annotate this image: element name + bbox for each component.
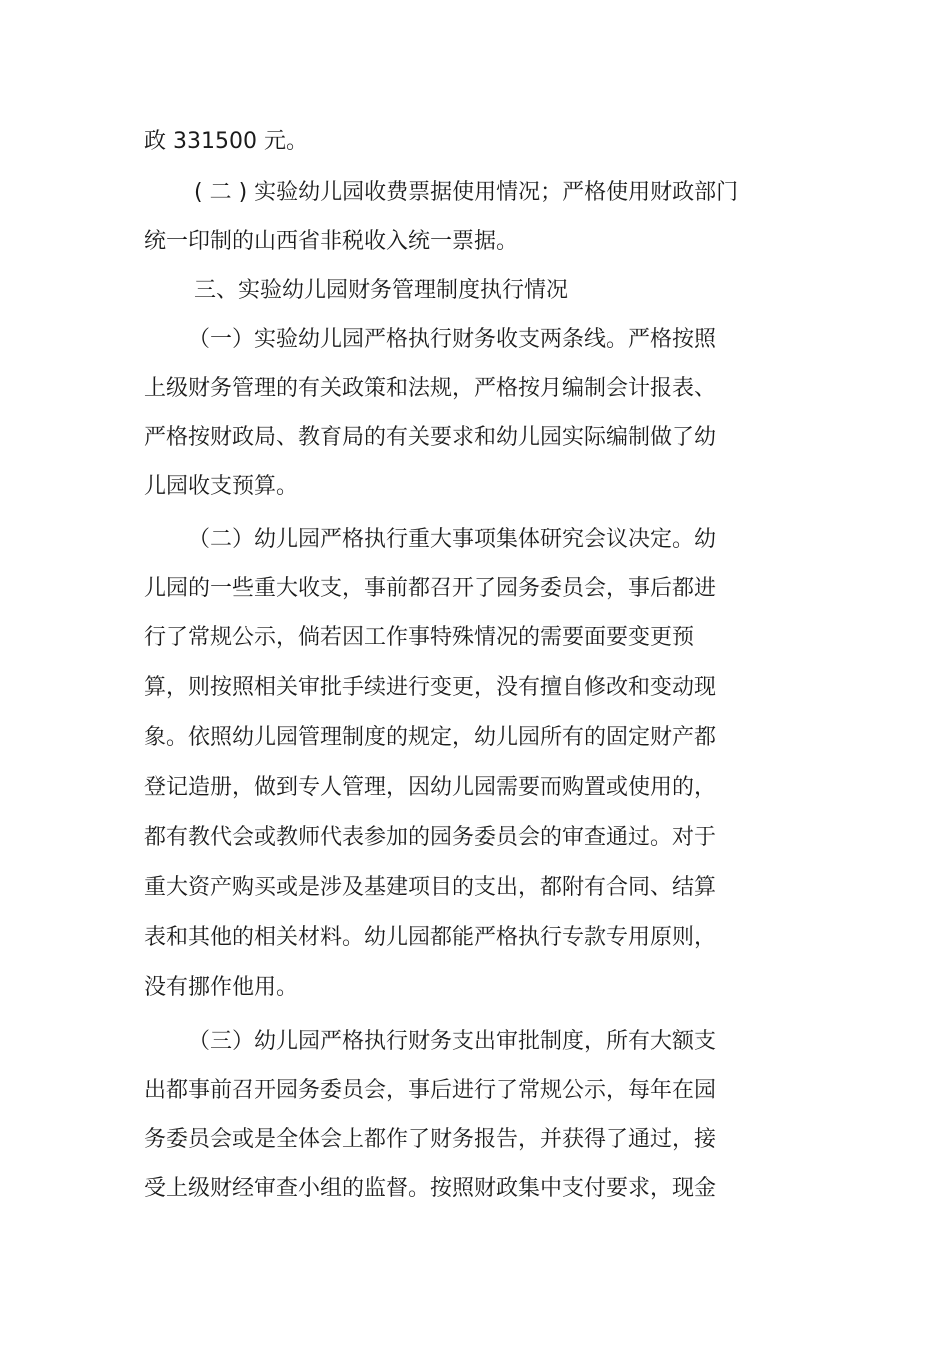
text-line: 行了常规公示，倘若因工作事特殊情况的需要面要变更预 (144, 625, 695, 650)
text-line: 表和其他的相关材料。幼儿园都能严格执行专款专用原则， (144, 925, 717, 950)
paragraph-2-start: （二）幼儿园严格执行重大事项集体研究会议决定。幼 (188, 527, 717, 552)
text-line: 政 331500 元。 (144, 129, 308, 154)
text-line: 象。依照幼儿园管理制度的规定，幼儿园所有的固定财产都 (144, 725, 717, 750)
section-heading-3: 三、实验幼儿园财务管理制度执行情况 (194, 278, 569, 303)
subsection-heading-2: ( 二 ) 实验幼儿园收费票据使用情况；严格使用财政部门 (194, 180, 739, 205)
text-line: 登记造册，做到专人管理，因幼儿园需要而购置或使用的， (144, 775, 717, 800)
text-line: 都有教代会或教师代表参加的园务委员会的审查通过。对于 (144, 825, 717, 850)
text-line: 没有挪作他用。 (144, 975, 299, 1000)
text-line: 上级财务管理的有关政策和法规，严格按月编制会计报表、 (144, 376, 717, 401)
text-line: 严格按财政局、教育局的有关要求和幼儿园实际编制做了幼 (144, 425, 717, 450)
text-line: 儿园的一些重大收支，事前都召开了园务委员会，事后都进 (144, 576, 717, 601)
text-line: 受上级财经审查小组的监督。按照财政集中支付要求，现金 (144, 1176, 717, 1201)
text-line: 算，则按照相关审批手续进行变更，没有擅自修改和变动现 (144, 675, 717, 700)
text-line: 统一印制的山西省非税收入统一票据。 (144, 229, 519, 254)
paragraph-3-start: （三）幼儿园严格执行财务支出审批制度，所有大额支 (188, 1029, 717, 1054)
text-line: 重大资产购买或是涉及基建项目的支出，都附有合同、结算 (144, 875, 717, 900)
paragraph-1-start: （一）实验幼儿园严格执行财务收支两条线。严格按照 (188, 327, 717, 352)
text-line: 务委员会或是全体会上都作了财务报告，并获得了通过，接 (144, 1127, 717, 1152)
text-line: 出都事前召开园务委员会，事后进行了常规公示，每年在园 (144, 1078, 717, 1103)
text-line: 儿园收支预算。 (144, 474, 299, 499)
